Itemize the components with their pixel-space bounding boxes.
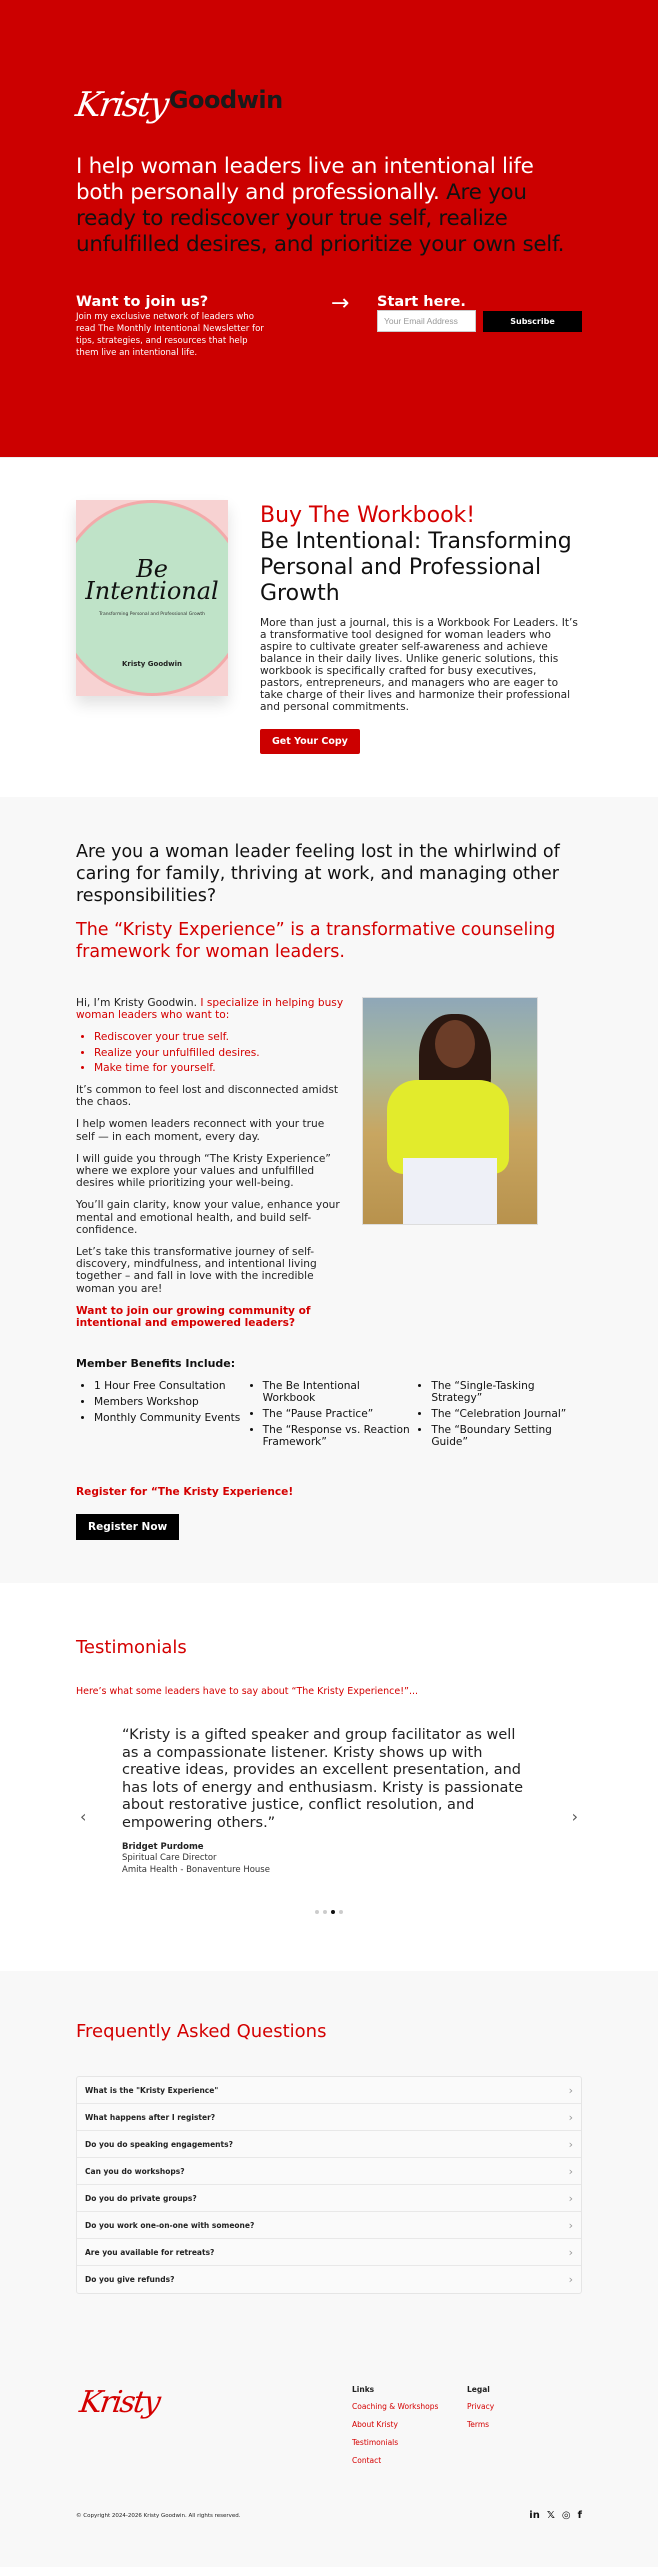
benefit-item: • The “Boundary Setting Guide”	[431, 1424, 582, 1448]
body-paragraph: You’ll gain clarity, know your value, enhance your mental and emotional health, and build self-confidence.	[76, 1199, 340, 1236]
faq-title: Frequently Asked Questions	[76, 2021, 327, 2042]
intro-plain: Hi, I’m Kristy Goodwin.	[76, 997, 201, 1009]
cover-subtitle: Transforming Personal and Professional Growth	[99, 612, 205, 617]
arrow-right-icon: →	[330, 291, 350, 316]
faq-item[interactable]	[77, 2104, 581, 2131]
chevron-right-icon: ›	[568, 2191, 573, 2205]
faq-item[interactable]	[77, 2131, 581, 2158]
headline-black: Are you ready to rediscover your true self, realize unfulfilled desires, and prioritize your own self.	[76, 180, 565, 257]
chevron-right-icon: ›	[568, 2137, 573, 2151]
chevron-right-icon: ›	[568, 2218, 573, 2232]
join-text: Join my exclusive network of leaders who read The Monthly Intentional Newsletter for tips, strategies, and resources that help them live an intentional life.	[76, 312, 264, 358]
faq-question: Are you available for retreats?	[85, 2247, 215, 2257]
chevron-left-icon[interactable]: ‹	[80, 1807, 87, 1826]
email-input[interactable]: Your Email Address	[377, 310, 476, 332]
register-label: Register for “The Kristy Experience!	[76, 1485, 294, 1498]
testimonial-author: Bridget Purdome	[122, 1842, 204, 1852]
faq-item[interactable]	[77, 2077, 581, 2104]
faq-question: Do you work one-on-one with someone?	[85, 2220, 255, 2230]
chevron-right-icon: ›	[568, 2245, 573, 2259]
chevron-right-icon: ›	[568, 2110, 573, 2124]
intro-paragraph	[76, 997, 346, 1021]
carousel-dot-active[interactable]	[331, 1910, 335, 1914]
newsletter-signup	[76, 291, 582, 359]
experience-question: Are you a woman leader feeling lost in the whirlwind of caring for family, thriving at work, and managing other responsibilities?	[76, 842, 560, 906]
testimonials-intro: Here’s what some leaders have to say about “The Kristy Experience!”...	[76, 1686, 419, 1697]
join-block	[76, 294, 265, 359]
workbook-cover-image	[76, 500, 228, 696]
logo-name: Goodwin	[168, 86, 283, 114]
workbook-description: More than just a journal, this is a Workbook For Leaders. It’s a transformative tool designed for woman leaders who aspire to cultivate greater self-awareness and achieve balance in their daily lives. Unlike generic solutions, this workbook is specifically crafted for busy executives, pastors, entrepreneurs, and managers who are eager to take charge of their lives and harmonize their professional and personal commitments.	[260, 617, 578, 713]
links-heading: Links	[352, 2385, 375, 2394]
body-paragraph: Let’s take this transformative journey of self-discovery, mindfulness, and intentional living together – and fall in love with the incredible woman you are!	[76, 1246, 317, 1295]
benefit-item: • The “Response vs. Reaction Framework”	[263, 1424, 414, 1448]
instagram-icon[interactable]: ◎	[561, 2510, 571, 2521]
workbook-title: Be Intentional: Transforming Personal and Professional Growth	[260, 529, 572, 606]
headline-white: I help woman leaders live an intentional life both personally and professionally.	[76, 154, 534, 205]
footer-logo[interactable]: Kristy	[77, 2385, 162, 2420]
benefit-item: • The “Pause Practice”	[263, 1408, 414, 1420]
site-logo[interactable]	[73, 62, 582, 125]
join-title: Want to join us?	[76, 294, 209, 310]
start-block	[377, 294, 582, 359]
hero-section	[0, 0, 658, 457]
footer-link-privacy[interactable]: Privacy	[467, 2402, 495, 2411]
intro-red: I specialize in helping busy woman leaders who want to:	[76, 997, 344, 1022]
benefits-heading: Member Benefits Include:	[76, 1356, 236, 1370]
footer-links-column	[352, 2385, 467, 2474]
carousel-dot[interactable]	[339, 1910, 343, 1914]
footer-link-testimonials[interactable]: Testimonials	[352, 2438, 399, 2447]
goals-list	[94, 1031, 346, 1074]
faq-item[interactable]	[77, 2239, 581, 2266]
cover-brand: Kristy Goodwin	[121, 660, 182, 668]
benefits-column	[263, 1380, 414, 1452]
goal-item: • Realize your unfulfilled desires.	[94, 1047, 346, 1059]
workbook-section	[0, 457, 658, 797]
facebook-icon[interactable]: f	[577, 2510, 582, 2521]
kristy-portrait-photo	[362, 997, 538, 1225]
carousel-dots	[76, 1910, 582, 1914]
faq-question: Do you do speaking engagements?	[85, 2139, 233, 2149]
chevron-right-icon: ›	[568, 2164, 573, 2178]
faq-question: What happens after I register?	[85, 2112, 216, 2122]
faq-section	[0, 1971, 658, 2301]
testimonial-org: Amita Health - Bonaventure House	[122, 1865, 270, 1875]
faq-item[interactable]	[77, 2266, 581, 2293]
benefit-item: • The “Celebration Journal”	[431, 1408, 582, 1420]
legal-heading: Legal	[467, 2385, 490, 2394]
get-your-copy-button[interactable]: Get Your Copy	[260, 729, 360, 754]
linkedin-icon[interactable]: in	[529, 2510, 540, 2521]
footer-legal-column	[467, 2385, 582, 2474]
chevron-right-icon[interactable]: ›	[571, 1807, 578, 1826]
benefit-item: • The “Single-Tasking Strategy”	[431, 1380, 582, 1404]
testimonial-carousel	[76, 1727, 582, 1876]
body-paragraph: I help women leaders reconnect with your true self — in each moment, every day.	[76, 1118, 325, 1143]
community-cta: Want to join our growing community of intentional and empowered leaders?	[76, 1304, 311, 1329]
faq-question: What is the "Kristy Experience"	[85, 2085, 219, 2095]
benefit-item: • The Be Intentional Workbook	[263, 1380, 414, 1404]
experience-subheading: The “Kristy Experience” is a transformative counseling framework for woman leaders.	[76, 920, 556, 962]
footer-link-terms[interactable]: Terms	[467, 2420, 490, 2429]
faq-question: Do you do private groups?	[85, 2193, 197, 2203]
goal-item: • Rediscover your true self.	[94, 1031, 346, 1043]
copyright-text: © Copyright 2024-2026 Kristy Goodwin. All rights reserved.	[76, 2512, 241, 2519]
benefit-item: • 1 Hour Free Consultation	[94, 1380, 245, 1392]
benefits-list	[76, 1380, 582, 1452]
faq-accordion	[76, 2076, 582, 2294]
social-links	[529, 2510, 582, 2521]
benefit-item: • Members Workshop	[94, 1396, 245, 1408]
workbook-eyebrow: Buy The Workbook!	[260, 503, 476, 528]
cover-title: Be Intentional	[85, 555, 219, 605]
faq-item[interactable]	[77, 2212, 581, 2239]
footer-link-coaching[interactable]: Coaching & Workshops	[352, 2402, 439, 2411]
carousel-dot[interactable]	[315, 1910, 319, 1914]
chevron-right-icon: ›	[568, 2273, 573, 2286]
testimonial-role: Spiritual Care Director	[122, 1853, 217, 1863]
subscribe-button[interactable]: Subscribe	[483, 311, 582, 332]
testimonial-quote: “Kristy is a gifted speaker and group facilitator as well as a compassionate listener. Kristy shows up with creative ideas, provides an excellent presentation, and has lots of energy and enthusiasm. Kristy is passionate about restorative justice, conflict resolution, and empowering others.”	[122, 1727, 524, 1831]
chevron-right-icon: ›	[568, 2083, 573, 2097]
body-paragraph: I will guide you through “The Kristy Experience” where we explore your values and unfulfilled desires while prioritizing your well-being.	[76, 1152, 331, 1190]
benefit-item: • Monthly Community Events	[94, 1412, 245, 1424]
benefits-column	[94, 1380, 245, 1452]
faq-question: Do you give refunds?	[85, 2275, 175, 2284]
faq-item[interactable]	[77, 2185, 581, 2212]
testimonials-title: Testimonials	[76, 1637, 187, 1658]
footer-link-contact[interactable]: Contact	[352, 2456, 382, 2465]
benefits-column	[431, 1380, 582, 1452]
body-paragraph: It’s common to feel lost and disconnected amidst the chaos.	[76, 1084, 339, 1109]
carousel-dot[interactable]	[323, 1910, 327, 1914]
footer-link-about[interactable]: About Kristy	[352, 2420, 398, 2429]
x-icon[interactable]: 𝕏	[546, 2510, 555, 2521]
start-title: Start here.	[377, 294, 466, 310]
register-now-button[interactable]: Register Now	[76, 1514, 179, 1540]
goal-item: • Make time for yourself.	[94, 1062, 346, 1074]
faq-question: Can you do workshops?	[85, 2166, 185, 2176]
testimonials-section	[0, 1583, 658, 1971]
kristy-experience-section	[0, 797, 658, 1583]
faq-item[interactable]	[77, 2158, 581, 2185]
logo-script: Kristy	[73, 85, 170, 125]
site-footer	[0, 2301, 658, 2567]
hero-headline	[76, 154, 582, 258]
